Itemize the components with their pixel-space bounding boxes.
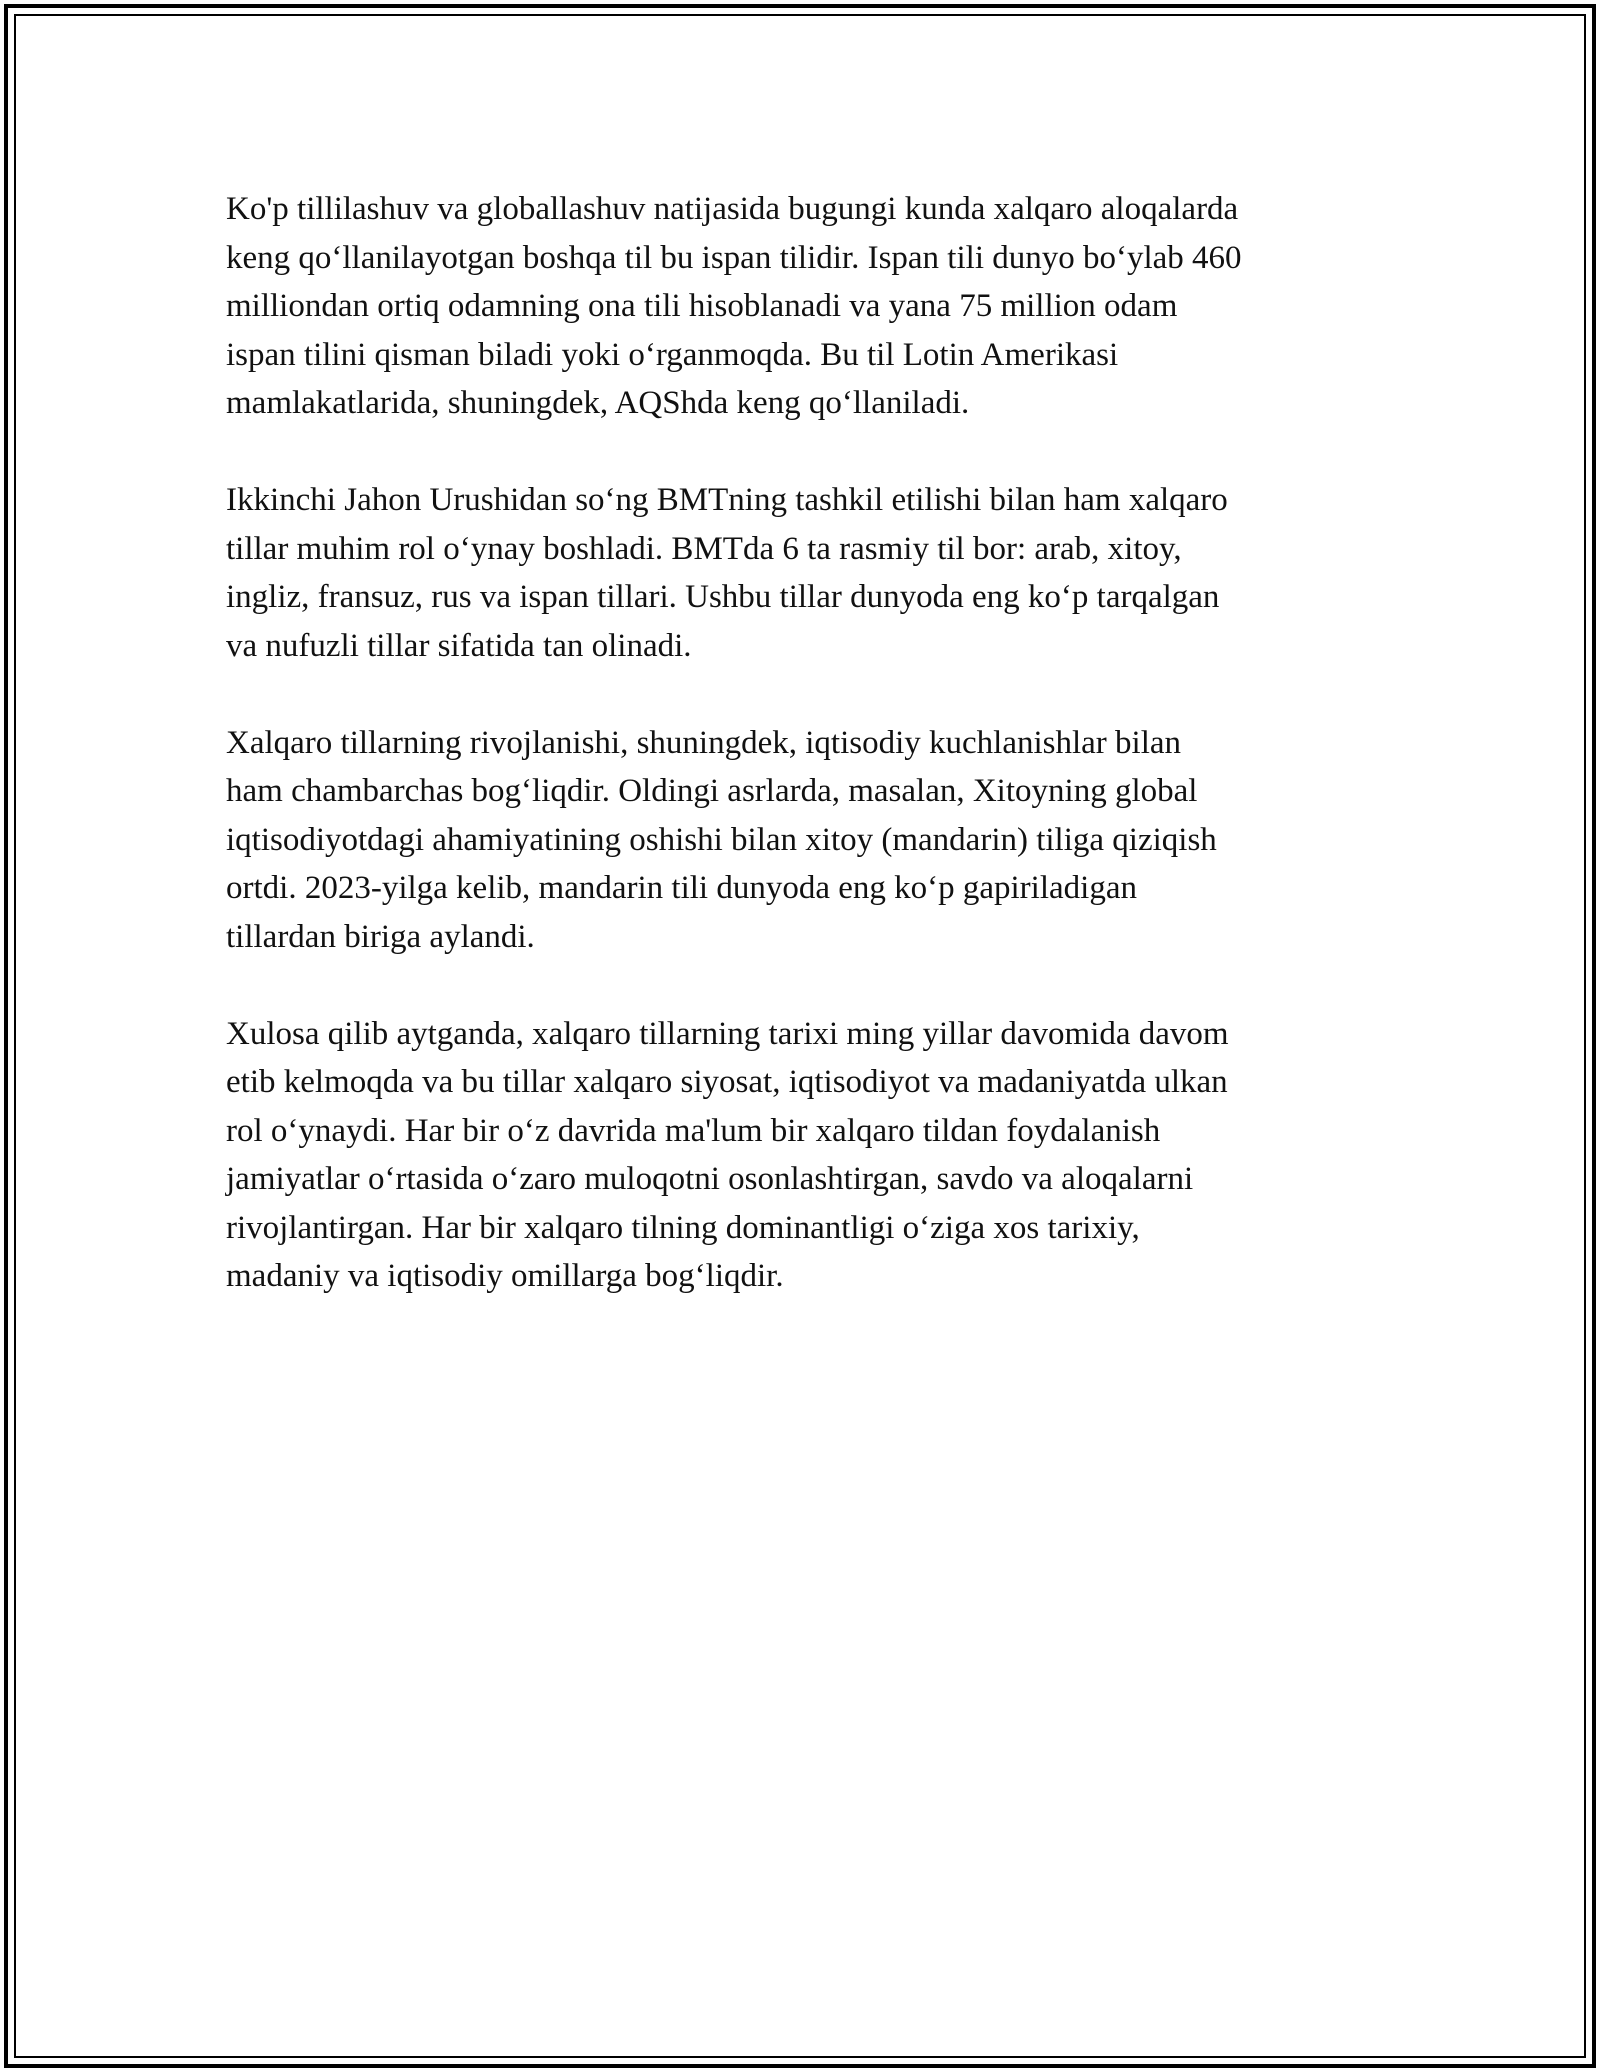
paragraph-un-languages: Ikkinchi Jahon Urushidan so‘ng BMTning tashkil etilishi bilan ham xalqaro tillar muhim rol o‘ynay boshladi. BMTda 6 ta rasmiy til bor: arab, xitoy, ingliz, fransuz, rus va ispan tillari. Ushbu tillar dunyoda eng ko‘p tarqalgan va nufuzli tillar sifatida tan olinadi.	[226, 482, 1228, 664]
document-body	[226, 185, 1396, 1349]
paragraph-economic-factors: Xalqaro tillarning rivojlanishi, shuningdek, iqtisodiy kuchlanishlar bilan ham chambarchas bog‘liqdir. Oldingi asrlarda, masalan, Xitoyning global iqtisodiyotdagi ahamiyatining oshishi bilan xitoy (mandarin) tiliga qiziqish ortdi. 2023-yilga kelib, mandarin tili dunyoda eng ko‘p gapiriladigan tillardan biriga aylandi.	[226, 724, 1217, 955]
paragraph-spanish-language: Ko'p tillilashuv va globallashuv natijasida bugungi kunda xalqaro aloqalarda keng qo‘llanilayotgan boshqa til bu ispan tilidir. Ispan tili dunyo bo‘ylab 460 milliondan ortiq odamning ona tili hisoblanadi va yana 75 million odam ispan tilini qisman biladi yoki o‘rganmoqda. Bu til Lotin Amerikasi mamlakatlarida, shuningdek, AQShda keng qo‘llaniladi.	[226, 191, 1242, 421]
paragraph-conclusion: Xulosa qilib aytganda, xalqaro tillarning tarixi ming yillar davomida davom etib kelmoqda va bu tillar xalqaro siyosat, iqtisodiyot va madaniyatda ulkan rol o‘ynaydi. Har bir o‘z davrida ma'lum bir xalqaro tildan foydalanish jamiyatlar o‘rtasida o‘zaro muloqotni osonlashtirgan, savdo va aloqalarni rivojlantirgan. Har bir xalqaro tilning dominantligi o‘ziga xos tarixiy, madaniy va iqtisodiy omillarga bog‘liqdir.	[226, 1015, 1229, 1294]
